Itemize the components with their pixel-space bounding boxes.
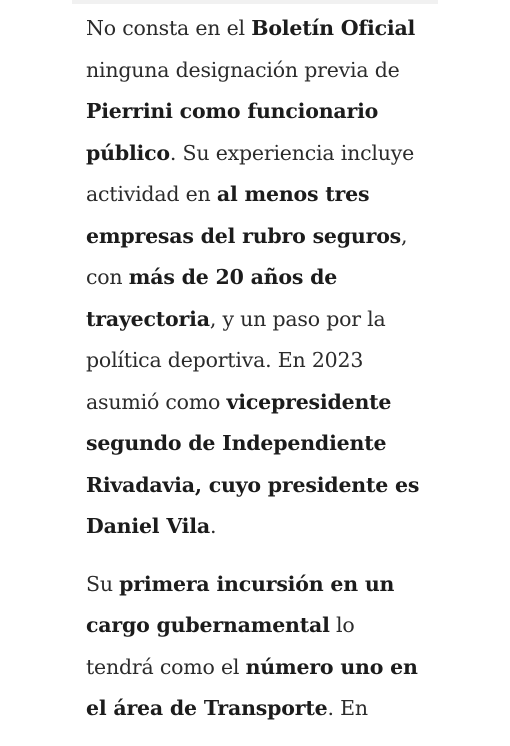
article-body (86, 8, 426, 746)
text-segment: , y un paso por la política deportiva. En 2023 asumió como (86, 306, 386, 414)
top-divider (72, 0, 438, 4)
text-segment: . Su experiencia incluye actividad en (86, 140, 415, 206)
bold-text-segment: número uno en el área de Transporte (86, 654, 418, 720)
bold-text-segment: vicepresidente segundo de Independiente Rivadavia, cuyo presidente es Daniel Vila (86, 389, 420, 538)
text-segment: . (209, 514, 217, 538)
article-paragraph (86, 564, 426, 730)
text-segment: , con (86, 223, 408, 289)
bold-text-segment: Boletín Oficial (251, 16, 416, 40)
article-paragraph (86, 8, 426, 548)
text-segment: ninguna designación previa de (86, 57, 400, 82)
text-segment: lo tendrá como el (86, 613, 355, 679)
bold-text-segment: Pierrini como funcionario público (86, 99, 379, 165)
bold-text-segment: al menos tres empresas del rubro seguros (86, 182, 402, 248)
text-segment: . En (327, 696, 368, 720)
text-segment: No consta en el (86, 16, 252, 40)
bold-text-segment: primera incursión en un cargo gubernamental (86, 571, 395, 637)
text-segment: Su (86, 571, 120, 596)
bold-text-segment: más de 20 años de trayectoria (86, 265, 338, 331)
